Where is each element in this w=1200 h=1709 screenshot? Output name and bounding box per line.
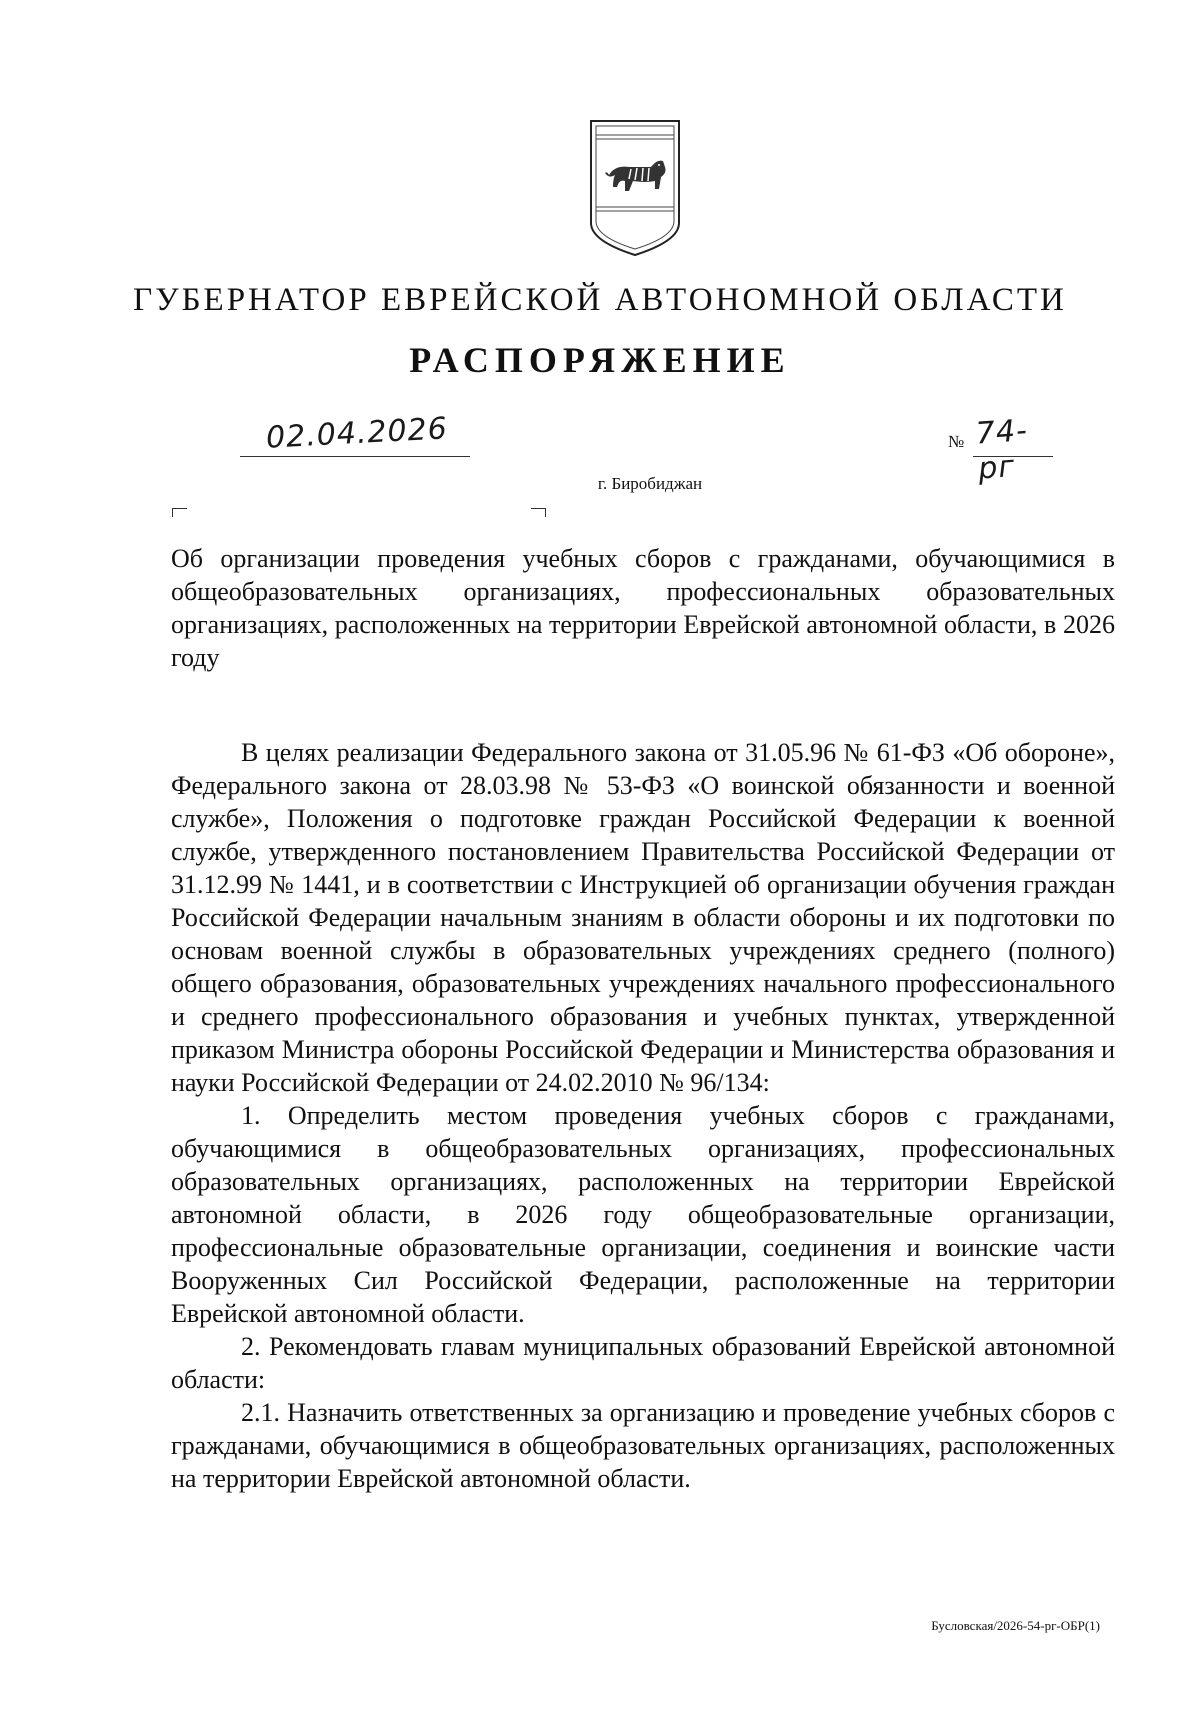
item-2-1-paragraph: 2.1. Назначить ответственных за организацию и проведение учебных сборов с гражданами, обучающимися в общеобразовательных организациях, расположенных на территории Еврейской автономной области. — [171, 1398, 1115, 1493]
footer-reference: Бусловская/2026-54-рг-ОБР(1) — [931, 1618, 1100, 1633]
title-corner-right — [531, 508, 546, 517]
document-type: РАСПОРЯЖЕНИЕ — [409, 340, 791, 380]
document-body — [171, 736, 1115, 1495]
coat-of-arms-tiger-icon — [585, 115, 685, 260]
handwritten-date: 02.04.2026 — [265, 411, 449, 456]
item-1-paragraph: 1. Определить местом проведения учебных сборов с гражданами, обучающимися в общеобразовательных организациях, профессиональных образовательных организациях, расположенных на территории Еврейской автономной области, в 2026 году общеобразовательные организации, профессиональные образовательные организации, соединения и воинские части Вооруженных Сил Российской Федерации, расположенные на территории Еврейской автономной области. — [171, 1101, 1115, 1328]
document-title: Об организации проведения учебных сборов с гражданами, обучающимися в общеобразовательных организациях, профессиональных образовательных организациях, расположенных на территории Еврейской автономной области, в 2026 году — [171, 544, 1115, 672]
title-corner-left — [172, 508, 187, 517]
date-field — [240, 411, 470, 457]
item-2-paragraph: 2. Рекомендовать главам муниципальных образований Еврейской автономной области: — [171, 1332, 1115, 1394]
issuing-authority: ГУБЕРНАТОР ЕВРЕЙСКОЙ АВТОНОМНОЙ ОБЛАСТИ — [133, 282, 1067, 318]
number-sign: № — [948, 432, 965, 451]
city-label: г. Биробиджан — [597, 474, 703, 493]
preamble-paragraph: В целях реализации Федерального закона от 31.05.96 № 61-ФЗ «Об обороне», Федерального закона от 28.03.98 № 53-ФЗ «О воинской обязанности и военной службе», Положения о подготовке граждан Российской Федерации к военной службе, утвержденного постановлением Правительства Российской Федерации от 31.12.99 № 1441, и в соответствии с Инструкцией об организации обучения граждан Российской Федерации начальным знаниям в области обороны и их подготовки по основам военной службы в образовательных учреждениях среднего (полного) общего образования, образовательных учреждениях начального профессионального и среднего профессионального образования и учебных пунктах, утвержденной приказом Министра обороны Российской Федерации и Министерства образования и науки Российской Федерации от 24.02.2010 № 96/134: — [171, 738, 1115, 1097]
number-field — [973, 413, 1053, 487]
handwritten-number: 74-рг — [974, 413, 1029, 487]
